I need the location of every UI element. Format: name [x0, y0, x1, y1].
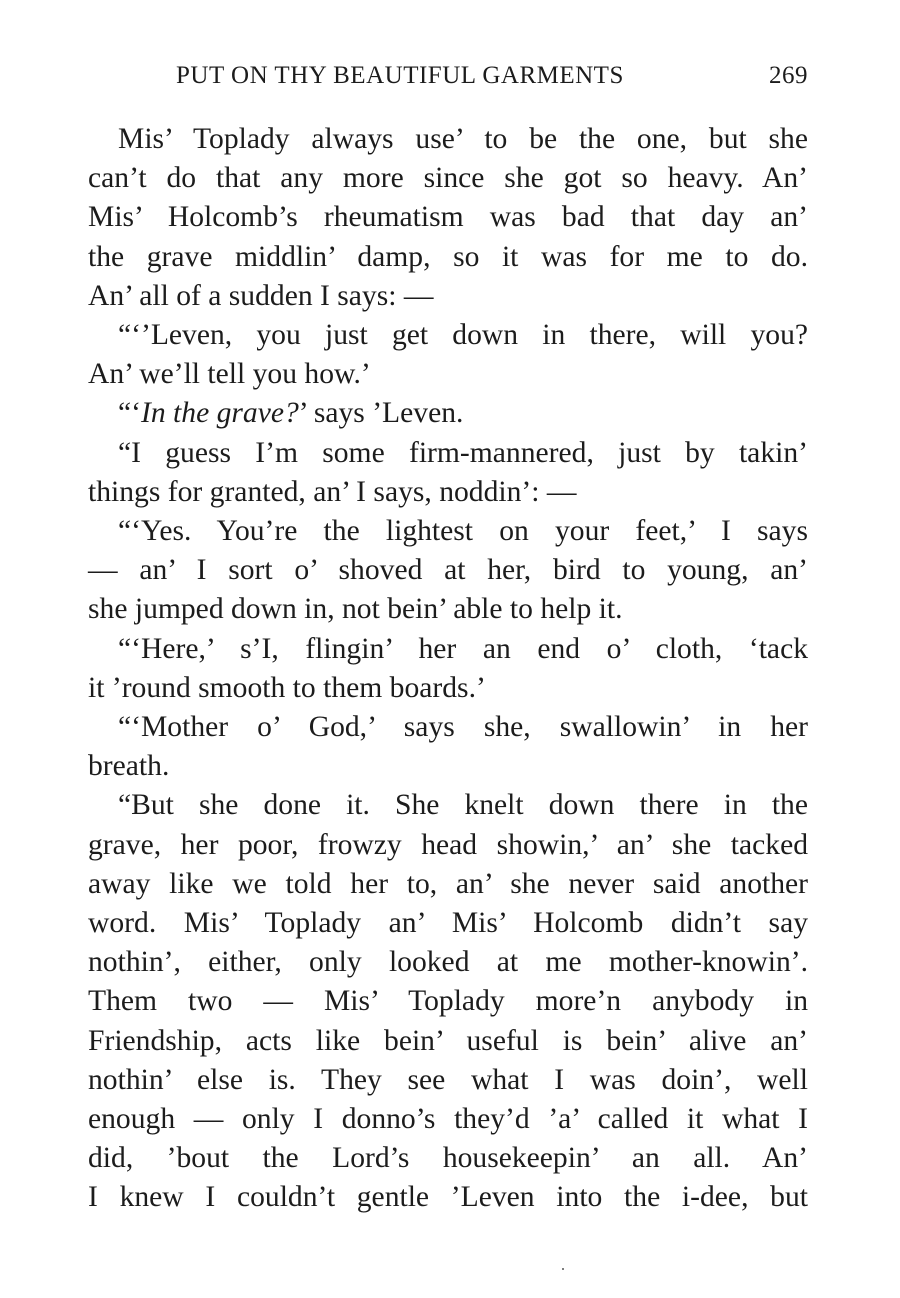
text-line: Friendship, acts like bein’ useful is bein’ alive an’: [88, 1024, 808, 1057]
text-line: grave, her poor, frowzy head showin,’ an’ she tacked: [88, 828, 808, 861]
text-line: it ’round smooth to them boards.’: [88, 671, 486, 704]
quote-open: “‘: [118, 397, 141, 430]
text-line: breath.: [88, 750, 170, 783]
page-speck: [562, 1268, 564, 1270]
text-line: “‘Mother o’ God,’ says she, swallowin’ in her: [118, 711, 808, 744]
paragraph-4: [88, 434, 808, 512]
text-line: nothin’ else is. They see what I was doin’, well: [88, 1063, 808, 1096]
text-line: can’t do that any more since she got so heavy. An’: [88, 162, 808, 195]
paragraph-8: [88, 786, 808, 1217]
text-line: Mis’ Toplady always use’ to be the one, but she: [118, 123, 808, 155]
text-line: she jumped down in, not bein’ able to help it.: [88, 593, 623, 626]
text-line: away like we told her to, an’ she never said another: [88, 867, 808, 900]
text-line: “‘Yes. You’re the lightest on your feet,’ I says: [118, 515, 808, 548]
text-line: enough — only I donno’s they’d ’a’ called it what I: [88, 1103, 808, 1136]
paragraph-2: [88, 316, 808, 394]
italic-phrase: In the grave?: [141, 397, 299, 430]
paragraph-6: [88, 630, 808, 708]
text-body: [88, 120, 808, 1218]
text-line: nothin’, either, only looked at me mother-knowin’.: [88, 946, 808, 979]
text-line: Them two — Mis’ Toplady more’n anybody in: [88, 985, 808, 1018]
text-line: “‘’Leven, you just get down in there, will you?: [118, 319, 808, 352]
paragraph-3: [88, 394, 808, 433]
text-line: I knew I couldn’t gentle ’Leven into the i-dee, but: [88, 1181, 808, 1214]
text-line: did, ’bout the Lord’s housekeepin’ an all. An’: [88, 1142, 808, 1175]
text-line: the grave middlin’ damp, so it was for me to do.: [88, 240, 808, 273]
text-line: “But she done it. She knelt down there in the: [118, 789, 808, 822]
book-page: [88, 52, 808, 1218]
text-line: An’ all of a sudden I says: —: [88, 279, 434, 312]
text-line: “‘Here,’ s’I, flingin’ her an end o’ cloth, ‘tack: [118, 632, 808, 665]
text-line: — an’ I sort o’ shoved at her, bird to young, an’: [88, 554, 808, 587]
page-number: 269: [769, 62, 808, 89]
text-line: “I guess I’m some firm-mannered, just by takin’: [118, 436, 808, 469]
paragraph-5: [88, 512, 808, 630]
text-line: Mis’ Holcomb’s rheumatism was bad that day an’: [88, 201, 808, 234]
running-head: [88, 52, 808, 92]
paragraph-1: [88, 120, 808, 316]
text-line: things for granted, an’ I says, noddin’: —: [88, 475, 577, 508]
running-title: PUT ON THY BEAUTIFUL GARMENTS: [176, 62, 624, 89]
text-line: word. Mis’ Toplady an’ Mis’ Holcomb didn’t say: [88, 907, 808, 940]
text-line: An’ we’ll tell you how.’: [88, 358, 371, 391]
paragraph-7: [88, 708, 808, 786]
text-line: [88, 394, 808, 433]
quote-close: ’ says ’Leven.: [298, 397, 464, 430]
